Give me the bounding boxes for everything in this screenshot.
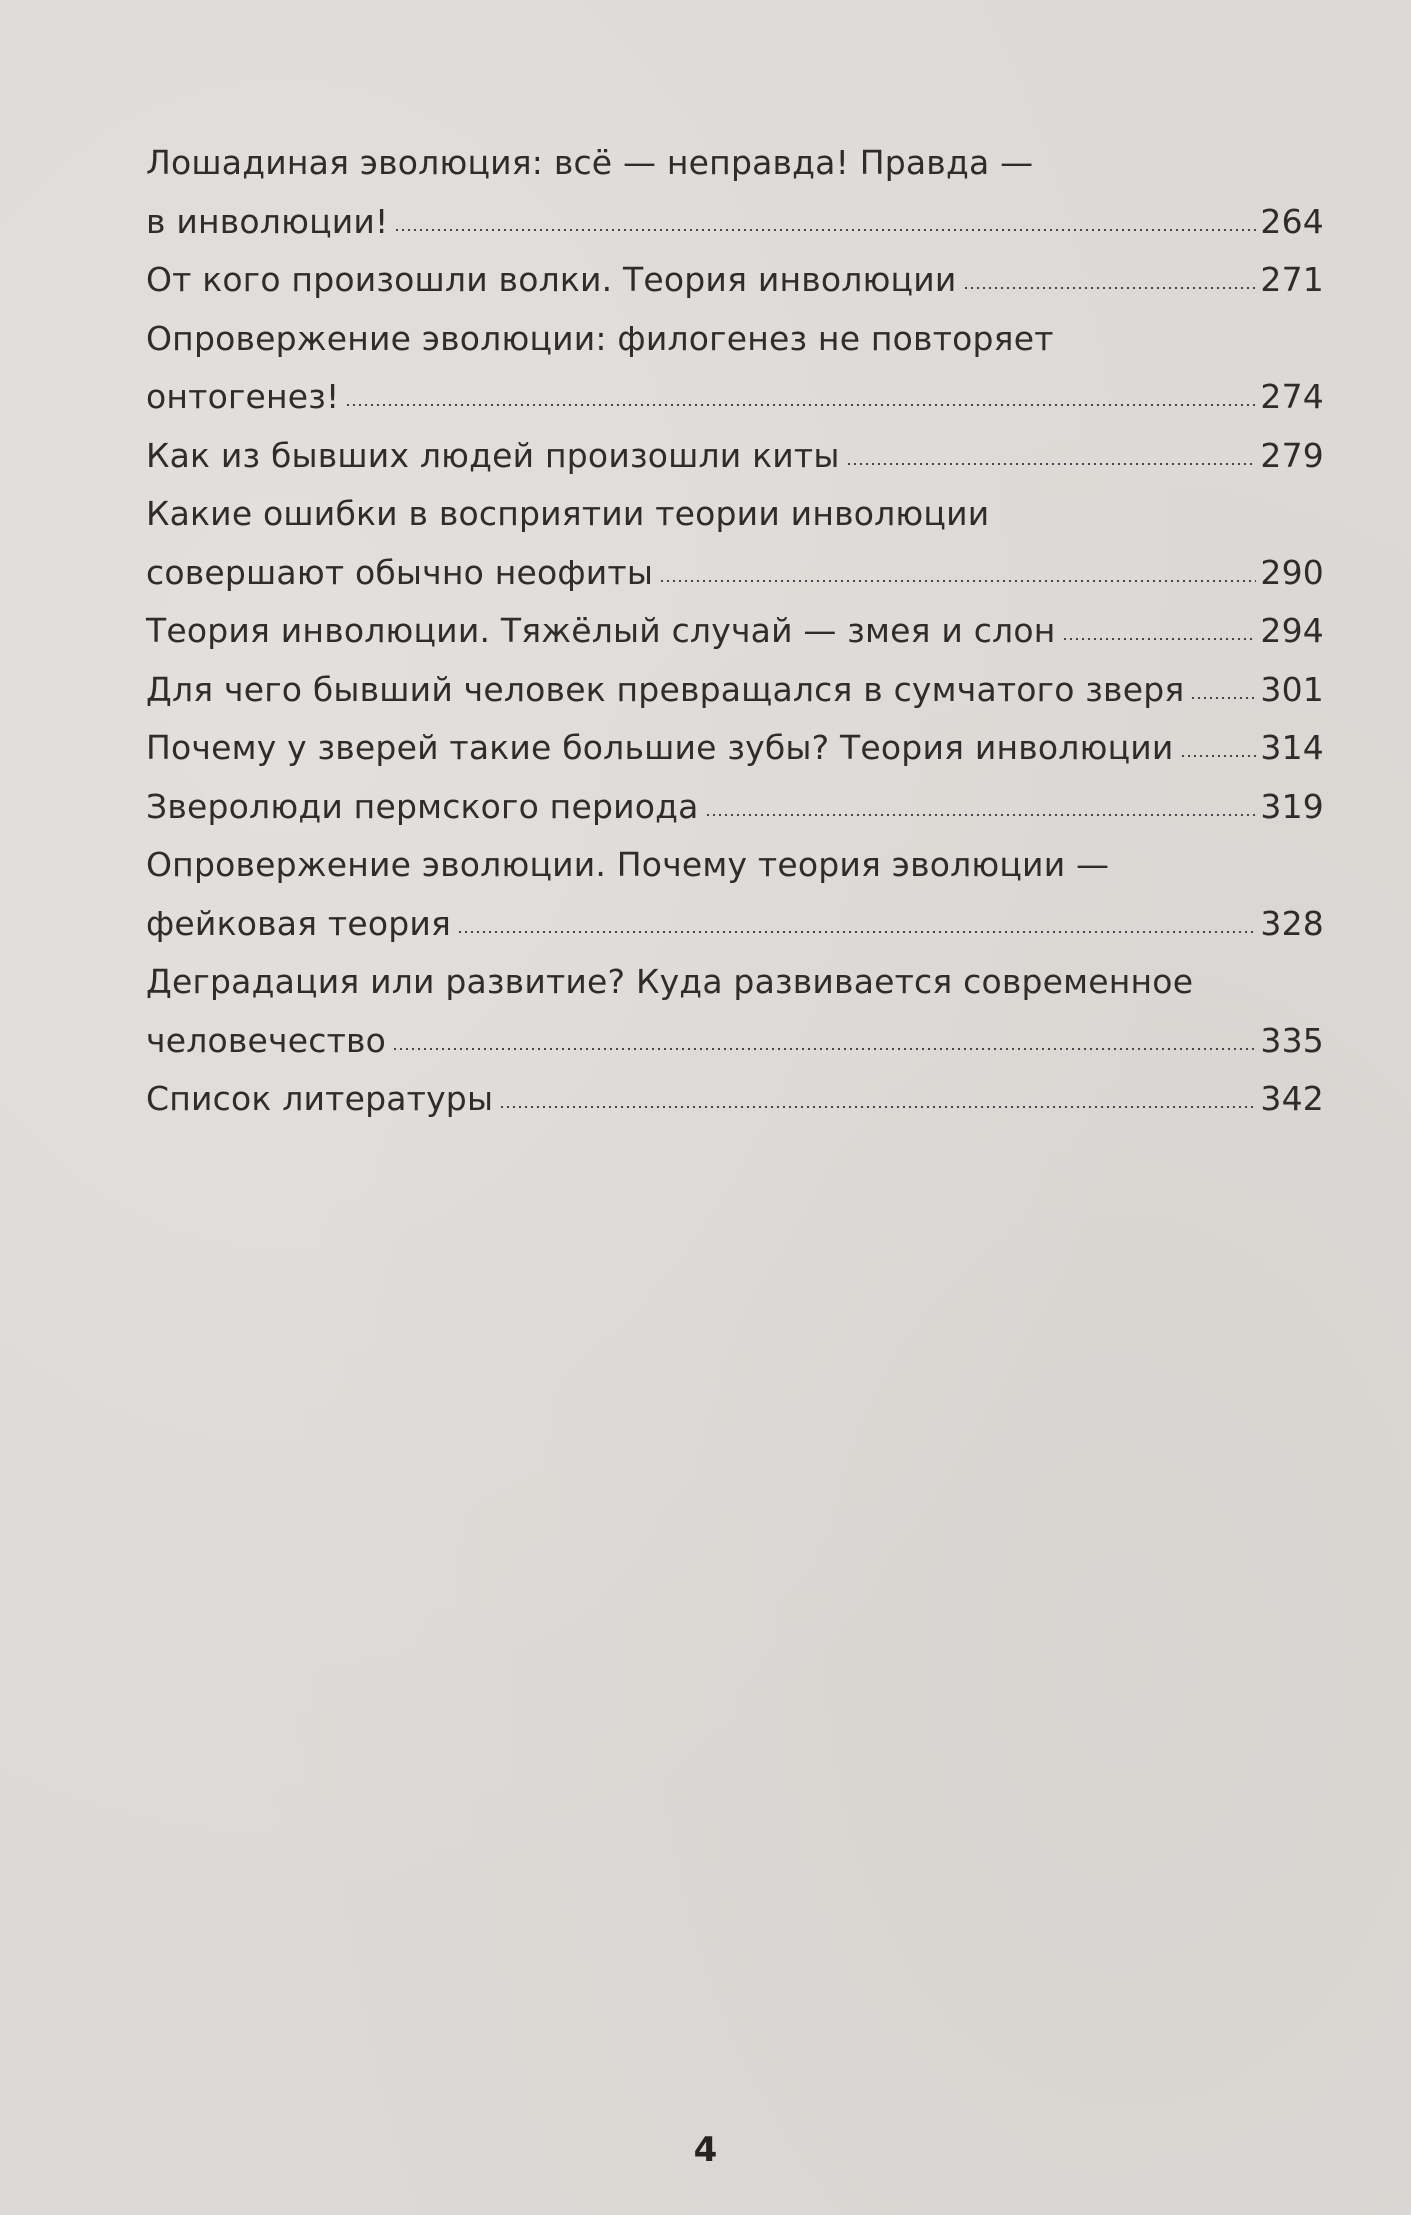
toc-entry bbox=[146, 836, 1324, 953]
toc-entry-title: Как из бывших людей произошли киты bbox=[146, 435, 840, 475]
toc-entry-title-end: в инволюции! bbox=[146, 201, 389, 241]
toc-page-number: 342 bbox=[1260, 1079, 1324, 1118]
toc-entry-final-line bbox=[146, 427, 1324, 486]
toc-entry-title-line: Опровержение эволюции: филогенез не повторяет bbox=[146, 318, 1054, 358]
toc-page-number: 301 bbox=[1260, 669, 1324, 709]
toc-entry-title: Список литературы bbox=[146, 1079, 494, 1118]
toc-entry-final-line bbox=[146, 719, 1324, 778]
toc-entry-final-line bbox=[146, 1012, 1324, 1071]
toc-entry-title-line: Деградация или развитие? Куда развивается современное bbox=[146, 962, 1194, 1001]
toc-page-number: 294 bbox=[1260, 611, 1324, 650]
toc-entry bbox=[146, 485, 1324, 602]
toc-entry bbox=[146, 1070, 1324, 1129]
dot-leader bbox=[1062, 638, 1257, 640]
toc-page-number: 319 bbox=[1260, 786, 1324, 826]
dot-leader bbox=[659, 580, 1256, 582]
dot-leader bbox=[963, 287, 1257, 289]
dot-leader bbox=[345, 404, 1256, 406]
toc-entry bbox=[146, 251, 1324, 310]
dot-leader bbox=[705, 814, 1257, 816]
toc-entry-final-line bbox=[146, 778, 1324, 837]
toc-entry bbox=[146, 310, 1324, 427]
toc-entry-title-end: онтогенез! bbox=[146, 377, 340, 416]
toc-entry-title: Почему у зверей такие большие зубы? Теория инволюции bbox=[146, 728, 1174, 767]
dot-leader bbox=[846, 463, 1257, 465]
toc-entry bbox=[146, 661, 1324, 720]
toc-entry-final-line bbox=[146, 895, 1324, 954]
dot-leader bbox=[1180, 755, 1257, 757]
toc-entry bbox=[146, 602, 1324, 661]
toc-entry bbox=[146, 953, 1324, 1070]
toc-entry-title: От кого произошли волки. Теория инволюции bbox=[146, 260, 957, 299]
toc-entry-final-line bbox=[146, 544, 1324, 603]
toc-entry-final-line bbox=[146, 1070, 1324, 1129]
toc-page-number: 335 bbox=[1260, 1020, 1324, 1060]
toc-entry-title-end: фейковая теория bbox=[146, 903, 452, 943]
toc-entry-title: Зверолюди пермского периода bbox=[146, 786, 699, 826]
toc-entry-title: Теория инволюции. Тяжёлый случай — змея и слон bbox=[146, 611, 1056, 650]
page-number: 4 bbox=[693, 2130, 718, 2170]
toc-entry-final-line bbox=[146, 193, 1324, 252]
toc-page-number: 271 bbox=[1260, 260, 1324, 299]
toc-entry-title-end: человечество bbox=[146, 1020, 387, 1060]
toc-page-number: 279 bbox=[1260, 435, 1324, 475]
dot-leader bbox=[392, 1048, 1256, 1050]
toc-page-number: 314 bbox=[1260, 728, 1324, 767]
toc-entry-title-line: Какие ошибки в восприятии теории инволюции bbox=[146, 494, 990, 533]
toc-entry-title: Для чего бывший человек превращался в сумчатого зверя bbox=[146, 669, 1185, 709]
toc-entry-final-line bbox=[146, 368, 1324, 427]
toc-entry bbox=[146, 427, 1324, 486]
toc-entry bbox=[146, 134, 1324, 251]
dot-leader bbox=[1190, 697, 1256, 699]
toc-page-number: 290 bbox=[1260, 552, 1324, 592]
toc-entry-final-line bbox=[146, 602, 1324, 661]
dot-leader bbox=[394, 229, 1256, 231]
toc-page-number: 264 bbox=[1260, 201, 1324, 241]
dot-leader bbox=[499, 1106, 1256, 1108]
toc-entry-final-line bbox=[146, 251, 1324, 310]
toc-entry bbox=[146, 778, 1324, 837]
toc-page-number: 274 bbox=[1260, 377, 1324, 416]
table-of-contents bbox=[146, 134, 1324, 1129]
toc-entry-title-line: Опровержение эволюции. Почему теория эволюции — bbox=[146, 845, 1110, 884]
toc-page-number: 328 bbox=[1260, 903, 1324, 943]
toc-entry bbox=[146, 719, 1324, 778]
toc-entry-title-line: Лошадиная эволюция: всё — неправда! Правда — bbox=[146, 143, 1034, 182]
dot-leader bbox=[457, 931, 1256, 933]
toc-entry-final-line bbox=[146, 661, 1324, 720]
toc-entry-title-end: совершают обычно неофиты bbox=[146, 552, 654, 592]
